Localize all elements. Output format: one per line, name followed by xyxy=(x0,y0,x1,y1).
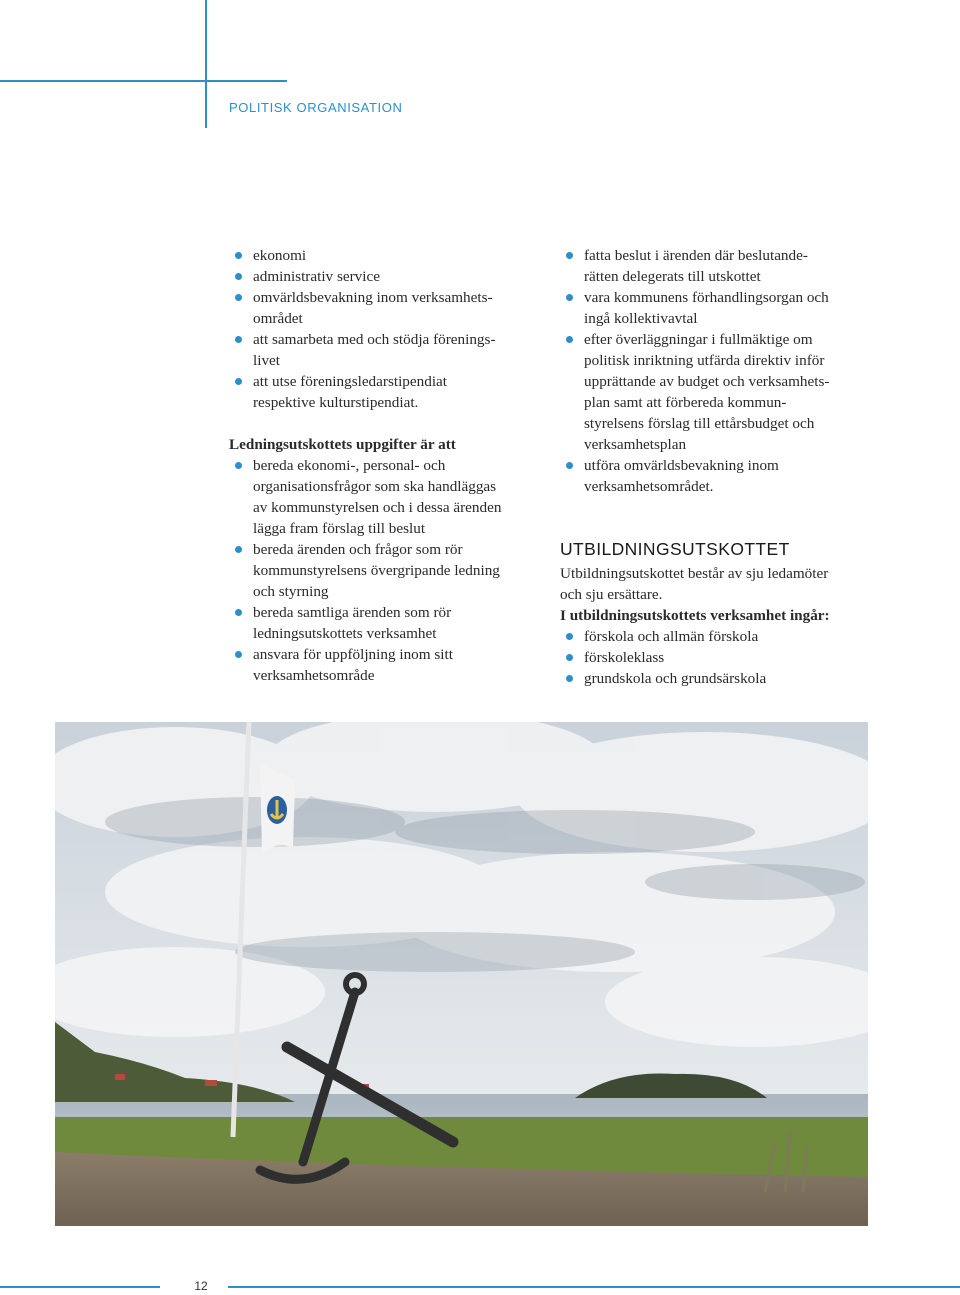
footer-line-right xyxy=(228,1286,960,1288)
page-number: 12 xyxy=(194,1279,208,1293)
list-item: efter överläggningar i fullmäktige om politisk inriktning utfärda direktiv inför upprättande av budget och verksamhets- plan samt att förbereda kommun- styrelsens förslag till ettårsbudget och verksamhetsplan xyxy=(560,329,880,455)
duties-list xyxy=(229,455,549,686)
section-label: POLITISK ORGANISATION xyxy=(229,100,403,115)
list-item: ekonomi xyxy=(229,245,549,266)
list-item: vara kommunens förhandlingsorgan och ingå kollektivavtal xyxy=(560,287,880,329)
list-item: förskoleklass xyxy=(560,647,880,668)
list-item: administrativ service xyxy=(229,266,549,287)
continued-duties-list xyxy=(560,245,880,497)
section-heading: UTBILDNINGSUTSKOTTET xyxy=(560,539,790,559)
section-intro: Utbildningsutskottet består av sju ledamöter och sju ersättare. xyxy=(560,565,829,603)
landscape-photo xyxy=(55,722,868,1226)
right-column xyxy=(560,245,880,689)
accent-line-horizontal xyxy=(0,80,287,82)
education-list xyxy=(560,626,880,689)
list-item: bereda samtliga ärenden som rör ledningsutskottets verksamhet xyxy=(229,602,549,644)
list-item: omvärldsbevakning inom verksamhets- området xyxy=(229,287,549,329)
intro-list xyxy=(229,245,549,413)
accent-line-vertical xyxy=(205,0,207,128)
list-item: fatta beslut i ärenden där beslutande- rätten delegerats till utskottet xyxy=(560,245,880,287)
left-column xyxy=(229,245,549,686)
footer-line-left xyxy=(0,1286,160,1288)
section-subheading: I utbildningsutskottets verksamhet ingår: xyxy=(560,607,830,624)
list-item: att utse föreningsledarstipendiat respektive kulturstipendiat. xyxy=(229,371,549,413)
list-item: att samarbeta med och stödja förenings- livet xyxy=(229,329,549,371)
list-item: grundskola och grundsärskola xyxy=(560,668,880,689)
duties-heading: Ledningsutskottets uppgifter är att xyxy=(229,436,456,453)
list-item: bereda ekonomi-, personal- och organisationsfrågor som ska handläggas av kommunstyrelsen och i dessa ärenden lägga fram förslag till beslut xyxy=(229,455,549,539)
list-item: ansvara för uppföljning inom sitt verksamhetsområde xyxy=(229,644,549,686)
list-item: bereda ärenden och frågor som rör kommunstyrelsens övergripande ledning och styrning xyxy=(229,539,549,602)
list-item: utföra omvärldsbevakning inom verksamhetsområdet. xyxy=(560,455,880,497)
list-item: förskola och allmän förskola xyxy=(560,626,880,647)
